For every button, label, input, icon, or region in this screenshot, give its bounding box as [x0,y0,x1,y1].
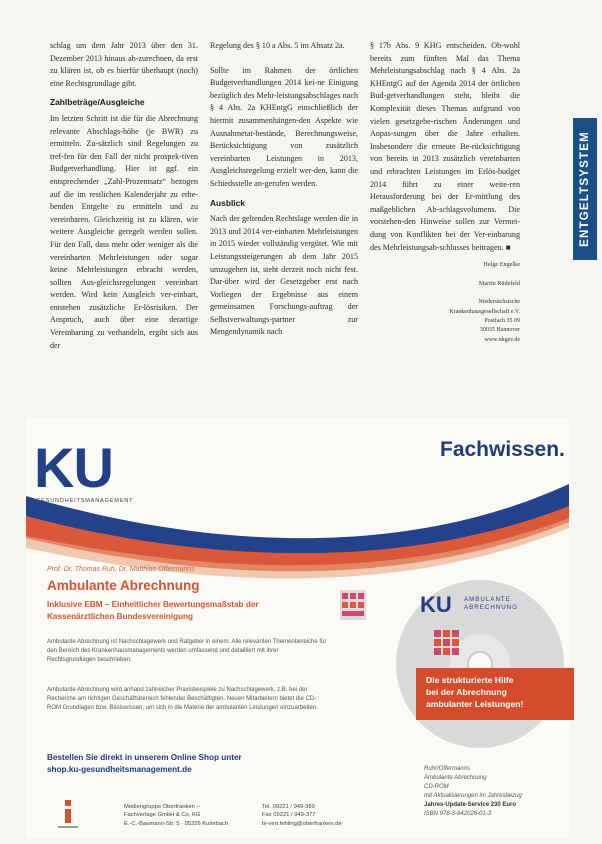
address-line: Niedersächsische [478,299,520,306]
article-text: Regelung des § 10 a Abs. 5 im Absatz 2a. [210,41,345,50]
article-column-1 [50,40,198,352]
article-text: Im letzten Schritt ist die für die Abrechnung relevante Abschlags-höhe (je BWR) zu ermitteln. Zu-sätzlich sind Regelungen zu tref-fen für den Fall der nicht prospek-tiven Budgetverhandlung. Hier ist ggf. ein entsprechender „Zahl-Prozentsatz“ bezogen auf die im restlichen Kalenderjahr zu erhe-benden Entgelte zu ermitteln und zu vereinbaren. Gleichzeitig ist zu klären, wie weitere Ausgleiche geregelt werden sollen. Für den Fall, dass mehr oder weniger als die vereinbarten Mehrleistungen oder sogar keine Mehrleistungen erbracht werden, sollten Aus-gleichsregelungen vereinbart werden. Wird kein Ausgleich ver-einbart, entstehen zusätzliche Er-lösrisiken. Der Anspruch, auch über eine derartige Vereinbarung zu verhandeln, ergibt sich aus der [50,113,198,350]
product-line: CD-ROM [424,784,449,790]
side-tab-label: ENTGELTSYSTEM [579,131,591,247]
author-name: Helge Engelke [483,261,520,269]
section-side-tab [573,118,597,260]
order-text: Bestellen Sie direkt in unserem Online Shop unter [47,753,242,762]
publisher-contact [262,803,342,828]
order-callout [47,752,242,775]
article-text: Sollte im Rahmen der örtlichen Budgetverhandlungen 2014 kei-ne Einigung bezüglich des Mehr-leistungsabschlages nach § 4 Abs. 2a KHEntgG einschließlich der hiermit zusammenhängen-den Aspekte wie Ausnahmetat-bestände, Berechnungsweise, Berücksichtigung von zusätzlich vereinbarten Leistungen in 2013, Ausgleichsregelung erzielt wer-den, kann die Schiedsstelle an-gerufen werden. [210,65,358,188]
cd-grid-icon [434,630,460,656]
contact-email[interactable]: bi-vert.fehling@oberfranken.de [262,820,342,827]
publisher-line: Mediengruppe Oberfranken – [124,804,200,810]
contact-phone: Tel. 09221 / 949-389 [262,804,315,810]
shop-link[interactable]: shop.ku-gesundheitsmanagement.de [47,764,192,774]
contact-fax: Fax 09221 / 949-377 [262,812,316,819]
product-line: mit Aktualisierungen im Jahresbezug [424,793,522,799]
promo-line: Die strukturierte Hilfe [426,675,514,685]
product-isbn: ISBN 978-3-942026-01-3 [424,811,492,817]
ku-logo-subtitle: GESUNDHEITSMANAGEMENT [36,498,134,504]
address-line: Krankenhausgesellschaft e.V. [449,308,520,315]
product-price: Jahres-Update-Service 230 Euro [424,802,517,808]
section-heading: Ausblick [210,197,245,208]
article-text: schlag um dem Jahr 2013 über den 31. Dezember 2013 hinaus ab-zurechnen, da erst zu klären ist, ob es hierfür überhaupt (noch) eine Rechtsgrundlage gibt. [50,41,198,88]
ad-description: Ambulante Abrechnung wird anhand zahlreicher Praxisbeispiele zu Nachschlagewerk, z.B. bei der Recherche am richtigen Geschäftsbereich fehlender Beschäftigten. Neuen Mitarbeitern bietet die CD-ROM Grundlagen bzw. Basiswissen, um sich in die Materie der ambulanten Leistungen einzuarbeiten. [47,687,318,711]
promo-text [416,668,574,710]
ad-tagline: Fachwissen. [440,438,565,461]
ad-title: Ambulante Abrechnung [47,578,200,593]
article-text: § 17b Abs. 9 KHG entscheiden. Ob-wohl bereits zum fünften Mal das Thema Mehrleistungsabschlag nach § 4 Abs. 2a KHEntgG auf der Agenda 2014 der örtlichen Bud-getverhandlungen steht, bleibt die Komplexität dieses Themas aufgrund von vielen gesetzgebe-rischen Änderungen und Anpas-sungen über die Jahre erhalten. Insbesondere die erneute Be-rücksichtigung von bereits in 2013 zusätzlich vereinbarten und erbrachten Leistungen im Erlös-budget 2014 führt zu einer weite-ren Herausforderung bei der Er-mittlung des maßgeblichen Ab-schlagsvolumens. Die vorstehen-den Hinweise sollen zur Vermei-dung von Konflikten bei der Ver-einbarung des Mehrleistungsab-schlusses beitragen. ■ [370,41,520,252]
publisher-address [124,803,228,828]
author-address [370,298,520,345]
article-column-2 [210,40,358,339]
cd-title-line: ABRECHNUNG [464,604,519,611]
promo-line: bei der Abrechnung [426,687,507,697]
ku-logo: KU [34,436,113,499]
ad-description: Ambulante Abrechnung ist Nachschlagewerk und Ratgeber in einem. Alle relevanten Themenbereiche für den Bereich des Krankenhausmanagements werden umfassend und detailliert mit ihrer Rechtsgrundlagen beschrieben. [47,639,327,663]
cd-brand: KU [420,592,452,617]
ebm-badge-icon [340,590,366,620]
product-line: Ruhr/Offermanns [424,766,471,772]
address-line: Postfach 35 09 [484,317,520,324]
article-column-3 [370,40,520,345]
product-line: Ambulante Abrechnung [424,775,487,781]
cd-title-line: AMBULANTE [464,596,511,603]
publisher-line: Fachverlage GmbH & Co. KG [124,812,201,819]
article-text: Nach der geltenden Rechtslage werden die in 2013 und 2014 ver-einbarten Mehrleistungen in 2015 wieder vollständig vergütet. Wie mit Leistungssteigerungen ab dem Jahr 2015 umzugehen ist, steht derzeit noch nicht fest. Dar-über wird der Gesetzgeber erst nach Vorliegen der Ergebnisse aus einem gemeinsamen Forschungs-auftrag der Selbstverwaltungs-partner zur Mengendynamik nach [210,214,358,337]
product-info [424,765,574,819]
address-line: 30035 Hannover [479,327,520,334]
ad-authors: Prof. Dr. Thomas Ruh, Dr. Matthias Offermanns [47,566,195,573]
cd-title [464,596,518,612]
cd-label [420,592,519,617]
publisher-line: E.-C.-Baumann-Str. 5 · 95326 Kulmbach [124,820,229,827]
author-signature [370,260,520,288]
publisher-logo-icon [56,800,80,832]
section-heading: Zahlbeträge/Ausgleiche [50,97,145,108]
author-name: Martin Rüdefeld [478,280,520,288]
promo-banner [416,668,574,720]
address-link[interactable]: www.nkgev.de [484,336,520,343]
ad-subtitle: Inklusive EBM – Einheitlicher Bewertungsmaßstab der Kassenärztlichen Bundesvereinigung [47,600,259,621]
promo-line: ambulanter Leistungen! [426,699,524,709]
